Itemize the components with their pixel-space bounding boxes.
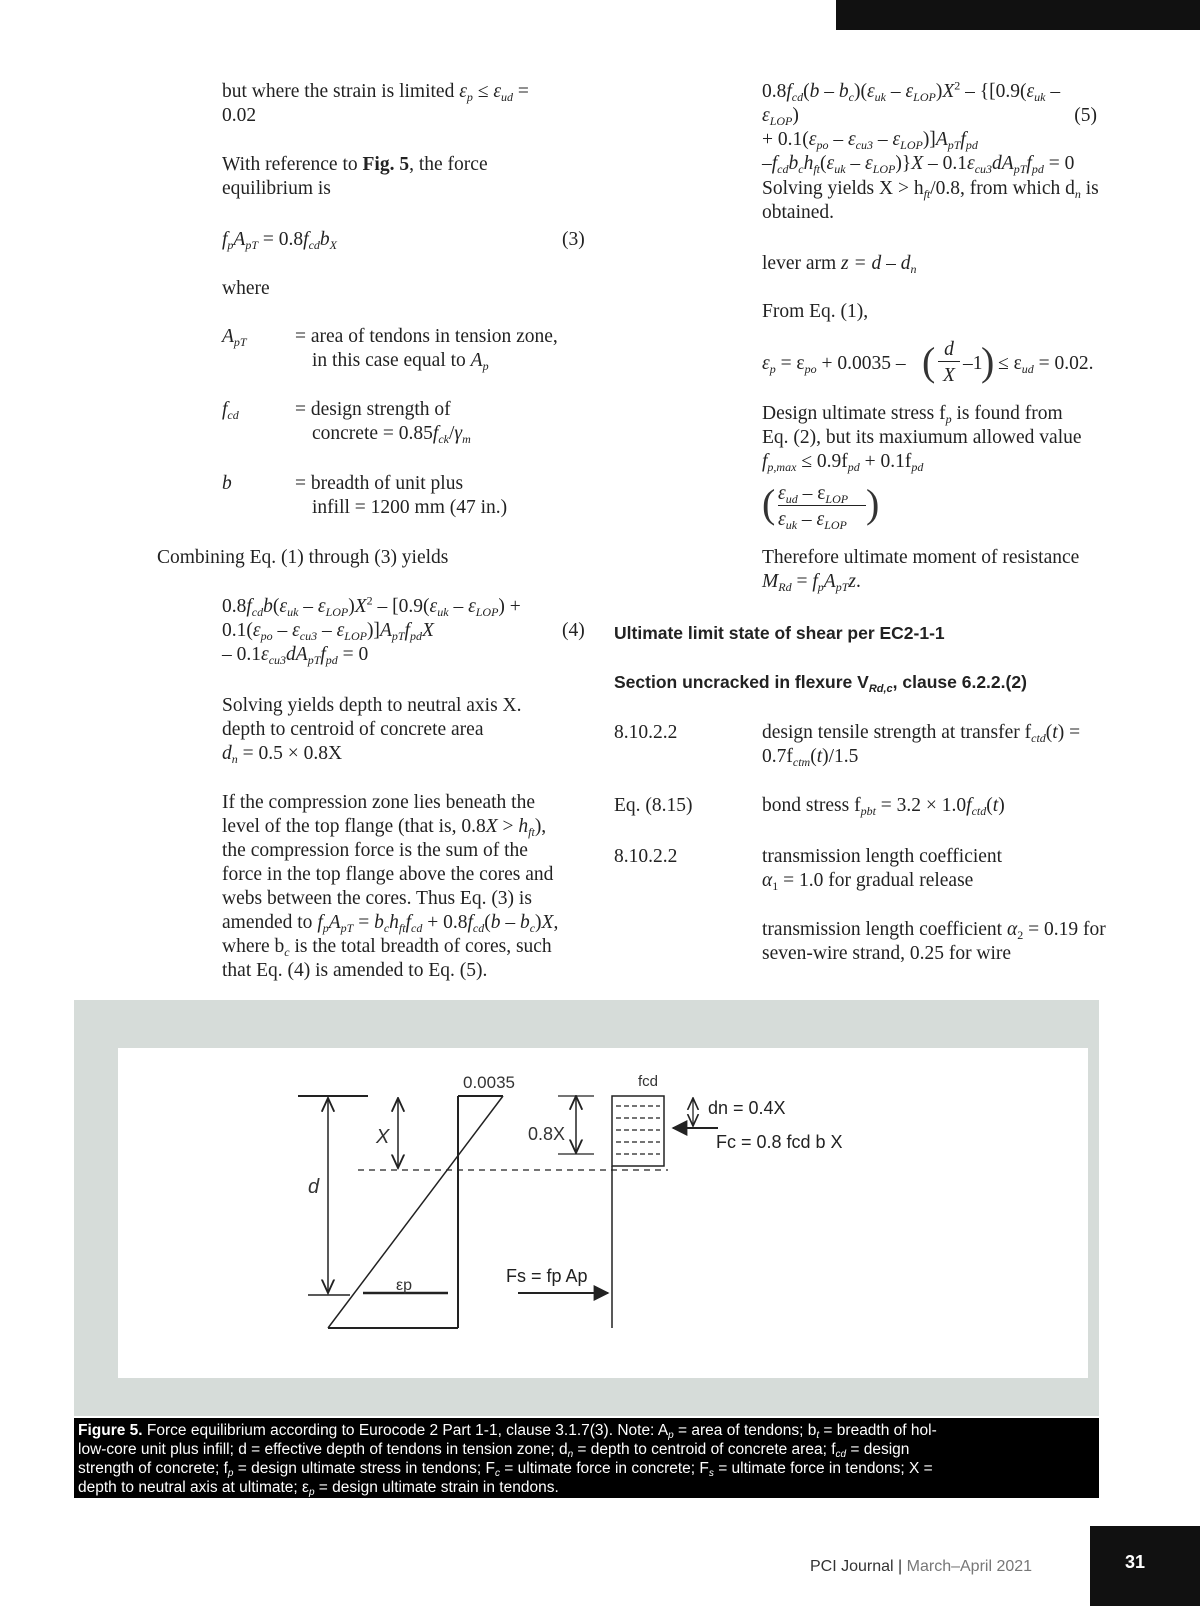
label-d: d xyxy=(308,1176,320,1198)
clause-text-4: transmission length coefficient $\alpha_2 = 0.19$ for seven-wire strand, 0.25 for wire xyxy=(762,919,1106,964)
definition-fcd-symbol: $f_{cd}$ xyxy=(222,399,239,422)
equation-number-4: (4) xyxy=(562,620,585,641)
combining-text: Combining Eq. (1) through (3) yields xyxy=(157,547,449,568)
page-number: 31 xyxy=(1124,1552,1146,1572)
equation-number-5: (5) xyxy=(1074,105,1097,126)
paragraph-force-equilibrium: With reference to Fig. 5, the force equilibrium is xyxy=(222,154,488,199)
equation-5: $0.8f_{cd}(b - b_c)(\varepsilon_{uk} - \varepsilon_{LOP})X^2 - \{[0.9(\varepsilon_{uk} - \varepsilon_{LOP})$ + $0.1(\varepsilon_{po} - \varepsilon_{cu3} - \varepsilon_{LOP})]A_{pT}f_{pd}$ $-f_{cd}b_ch_{ft}(\varepsilon_{uk} - \varepsilon_{LOP})\}X - 0.1\varepsilon_{cu3}dA_{pT}f_{pd} = 0$ (5) xyxy=(762,78,1097,176)
clause-ref-1: 8.10.2.2 xyxy=(614,722,678,743)
figure-5-diagram xyxy=(118,1048,1088,1378)
definition-ApT-symbol: $A_{pT}$ xyxy=(222,326,247,349)
strain-ratio-fraction: ( $\varepsilon_{ud} - \varepsilon_{LOP}$ $\varepsilon_{uk} - \varepsilon_{LOP}$ ) xyxy=(762,481,880,532)
label-Fs: Fs = fp Ap xyxy=(506,1266,588,1286)
label-fcd: fcd xyxy=(638,1073,659,1090)
strain-equation: $\varepsilon_p = \varepsilon_{po} + 0.0035$ – ( d X –1 ) ≤ $\varepsilon_{ud} = 0.02$. xyxy=(762,339,1094,386)
equation-number-3: (3) xyxy=(562,229,585,250)
paragraph-compression-zone: If the compression zone lies beneath the level of the top flange (that is, $0.8X > h_{ft}$), the compression force is the sum of the force in the top flange above the cores and webs between the cores. Thus Eq. (3) is amended to $f_pA_{pT} = b_ch_{ft}f_{cd} + 0.8f_{cd}(b - b_c)X$, where $b_c$ is the total breadth of cores, such that Eq. (4) is amended to Eq. (5). xyxy=(222,792,559,981)
force-equilibrium-diagram xyxy=(118,1048,1088,1378)
equation-3: $f_pA_{pT} = 0.8f_{cd}b_X$ (3) xyxy=(222,229,585,252)
figure-reference-link[interactable]: Fig. 5 xyxy=(362,154,410,175)
page-number-box xyxy=(1090,1526,1200,1606)
clause-ref-2: Eq. (8.15) xyxy=(614,795,693,816)
label-eps-p: εp xyxy=(396,1277,413,1294)
definition-b: = breadth of unit plus infill = 1200 mm (47 in.) xyxy=(295,473,508,518)
label-Fc: Fc = 0.8 fcd b X xyxy=(716,1132,843,1152)
clause-text-2: bond stress $f_{pbt} = 3.2 \times 1.0f_{ctd}(t)$ xyxy=(762,795,1005,818)
definition-ApT: = area of tendons in tension zone, in this case equal to $A_p$ xyxy=(295,326,558,373)
paragraph-design-stress: Design ultimate stress $f_p$ is found from Eq. (2), but its maxiumum allowed value $f_{p,max} \le 0.9f_{pd} + 0.1f_{pd}$ xyxy=(762,403,1082,474)
label-dn: dn = 0.4X xyxy=(708,1098,786,1118)
lever-arm: lever arm $z = d - d_n$ xyxy=(762,253,917,276)
label-X: X xyxy=(376,1126,390,1148)
where-label: where xyxy=(222,278,270,299)
subsection-heading-uncracked: Section uncracked in flexure $V_{Rd,c}$, clause 6.2.2.(2) xyxy=(614,672,1027,695)
clause-text-1: design tensile strength at transfer $f_{ctd}(t)$ = $0.7f_{ctm}(t)/1.5$ xyxy=(762,722,1081,769)
label-08X: 0.8X xyxy=(528,1124,566,1144)
paragraph-solving-dn: Solving yields $X > h_{ft}/0.8$, from which $d_n$ is obtained. xyxy=(762,178,1099,223)
label-strain-top: 0.0035 xyxy=(463,1073,515,1092)
definition-fcd: = design strength of concrete = $0.85f_{ck}/\gamma_m$ xyxy=(295,399,471,446)
header-bar xyxy=(836,0,1200,30)
definition-b-symbol: b xyxy=(222,473,232,494)
paragraph-strain-limit: but where the strain is limited $\varepsilon_p \le \varepsilon_{ud}$ = 0.02 xyxy=(222,81,529,126)
from-eq1: From Eq. (1), xyxy=(762,301,869,322)
figure-5-panel xyxy=(74,1000,1099,1416)
paragraph-moment-resistance: Therefore ultimate moment of resistance $M_{Rd} = f_pA_{pT}z$. xyxy=(762,547,1080,594)
figure-5-caption: Figure 5. Force equilibrium according to Eurocode 2 Part 1-1, clause 3.1.7(3). Note: $A_p$ = area of tendons; $b_t$ = breadth of hol- low-core unit plus infill; d = effective depth of tendons in tension zone; $d_n$ = depth to centroid of concrete area; $f_{cd}$ = design strength of concrete; $f_p$ = design ultimate stress in tendons; $F_c$ = ultimate force in concrete; $F_s$ = ultimate force in tendons; X = depth to neutral axis at ultimate; $\varepsilon_p$ = design ultimate strain in tendons. xyxy=(74,1418,1099,1498)
journal-name: PCI Journal xyxy=(810,1558,894,1575)
clause-text-3: transmission length coefficient $\alpha_1 = 1.0$ for gradual release xyxy=(762,846,1003,893)
clause-ref-3: 8.10.2.2 xyxy=(614,846,678,867)
section-heading-shear: Ultimate limit state of shear per EC2-1-1 xyxy=(614,623,945,643)
equation-4: $0.8f_{cd}b(\varepsilon_{uk} - \varepsilon_{LOP})X^2 - [0.9(\varepsilon_{uk} - \varepsilon_{LOP})$ + $0.1(\varepsilon_{po} - \varepsilon_{cu3} - \varepsilon_{LOP})]A_{pT}f_{pd}X$ – $0.1\varepsilon_{cu3}dA_{pT}f_{pd} = 0$ (4) xyxy=(222,593,585,667)
issue-date: March–April 2021 xyxy=(906,1558,1033,1575)
paragraph-neutral-axis: Solving yields depth to neutral axis X. depth to centroid of concrete area $d_n = 0.5 \times 0.8X$ xyxy=(222,695,522,766)
page-footer: PCI Journal | March–April 2021 xyxy=(810,1558,1033,1575)
